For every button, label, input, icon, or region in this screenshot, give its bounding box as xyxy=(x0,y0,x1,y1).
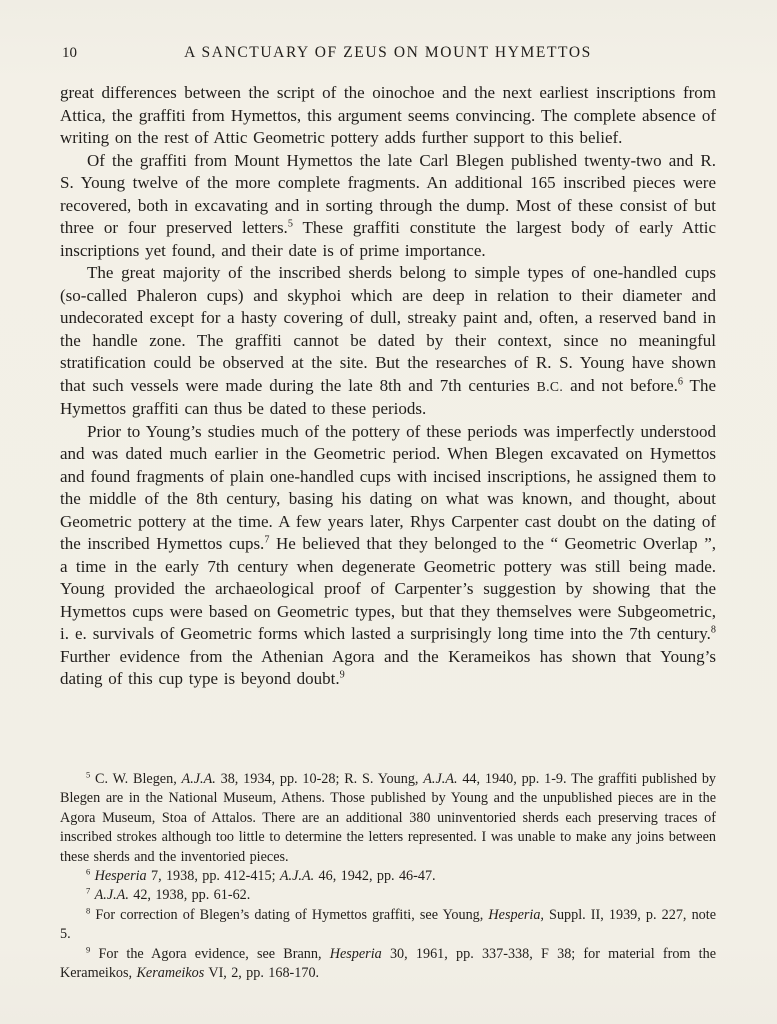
text-run: B.C. xyxy=(536,378,564,394)
text-run: 44, 1940, pp. 1-9. The graffiti published by Blegen are in the National Museum, Athens. Those published by Young and the unpublished pieces are in the Agora Museum, Stoa of Attalos. There are an additional 380 uninventoried sherds each preserving traces of inscribed strokes although too little to determine the letters represented. I was unable to make any joins between these sherds and the inventoried pieces. xyxy=(60,771,717,865)
text-run: Hesperia, xyxy=(488,906,544,923)
text-run: Further evidence from the Athenian Agora and the Kerameikos has shown that Young’s dating of this cup type is beyond doubt. xyxy=(60,646,716,688)
running-head-title: A SANCTUARY OF ZEUS ON MOUNT HYMETTOS xyxy=(184,44,592,61)
footnote-marker: 8 xyxy=(86,905,91,916)
paragraph xyxy=(60,421,716,691)
paragraph xyxy=(60,82,716,150)
text-run: VI, 2, pp. 168-170. xyxy=(204,965,320,982)
page-number: 10 xyxy=(62,45,77,61)
text-run: These graffiti constitute the largest body of early Attic inscriptions yet found, and their date is of prime importance. xyxy=(60,218,716,260)
text-run: For the Agora evidence, see Brann, xyxy=(90,945,330,962)
text-run: A.J.A. xyxy=(94,887,129,904)
footnote-marker: 6 xyxy=(677,375,683,387)
footnote-marker: 5 xyxy=(287,218,293,230)
text-run: 30, 1961, pp. 337-338, F 38; for material from the Kerameikos, xyxy=(60,945,716,982)
text-run: The Hymettos graffiti can thus be dated to these periods. xyxy=(60,375,716,418)
text-run: 42, 1938, pp. 61-62. xyxy=(128,887,251,904)
footnote-marker: 7 xyxy=(86,885,91,896)
footnote-marker: 8 xyxy=(710,624,716,636)
footnote xyxy=(60,906,716,945)
footnote-marker: 9 xyxy=(339,669,345,681)
footnote xyxy=(60,945,716,984)
text-run: A.J.A. xyxy=(423,771,458,787)
footnote-marker: 7 xyxy=(264,534,270,546)
body-text xyxy=(60,82,716,691)
footnote-marker: 6 xyxy=(86,866,91,877)
footnote-marker: 9 xyxy=(86,943,91,954)
page-header xyxy=(60,44,716,66)
footnote xyxy=(60,867,716,886)
text-run: A.J.A. xyxy=(181,771,216,787)
text-run: Hesperia xyxy=(94,868,147,885)
footnote xyxy=(60,770,716,867)
text-run: great differences between the script of the oinochoe and the next earliest inscriptions from Attica, the graffiti from Hymettos, this argument seems convincing. The complete absence of writing on the rest of Attic Geometric pottery adds further support to this belief. xyxy=(60,83,716,147)
paragraph xyxy=(60,262,716,421)
text-run: Prior to Young’s studies much of the pottery of these periods was imperfectly understood and was dated much earlier in the Geometric period. When Blegen excavated on Hymettos and found fragments of plain one-handled cups with incised inscriptions, he assigned them to the middle of the 8th century, basing his dating on what was known, and thought, about Geometric pottery at the time. A few years later, Rhys Carpenter cast doubt on the dating of the inscribed Hymettos cups. xyxy=(60,421,716,553)
footnotes-section xyxy=(60,770,716,983)
text-run: and not before. xyxy=(563,375,678,395)
footnote xyxy=(60,886,716,905)
text-run: Suppl. II, 1939, p. 227, note 5. xyxy=(60,906,716,943)
text-run: Kerameikos xyxy=(136,965,205,982)
text-run: The great majority of the inscribed sherds belong to simple types of one-handled cups (so-called Phaleron cups) and skyphoi which are deep in relation to their diameter and undecorated except for a hasty covering of dull, streaky paint and, often, a reserved band in the handle zone. The graffiti cannot be dated by their context, since no meaningful stratification could be observed at the site. But the researches of R. S. Young have shown that such vessels were made during the late 8th and 7th centuries xyxy=(60,263,716,395)
text-run: Of the graffiti from Mount Hymettos the late Carl Blegen published twenty-two and R. S. Young twelve of the more complete fragments. An additional 165 inscribed pieces were recovered, both in excavating and in sorting through the dump. Most of these consist of but three or four preserved letters. xyxy=(60,150,716,237)
footnote-marker: 5 xyxy=(86,769,91,780)
text-run: Hesperia xyxy=(329,945,382,962)
text-run: 46, 1942, pp. 46-47. xyxy=(314,868,436,885)
text-run: A.J.A. xyxy=(279,868,315,885)
text-run: 7, 1938, pp. 412-415; xyxy=(146,868,280,885)
text-run: He believed that they belonged to the “ Geometric Overlap ”, a time in the early 7th century when degenerate Geometric pottery was still being made. Young provided the archaeological proof of Carpenter’s suggestion by showing that the Hymettos cups were based on Geometric types, but that they themselves were Subgeometric, i. e. survivals of Geometric forms which lasted a surprisingly long time into the 7th century. xyxy=(60,534,716,643)
text-run: 38, 1934, pp. 10-28; R. S. Young, xyxy=(215,771,424,787)
paragraph xyxy=(60,150,716,263)
text-run: C. W. Blegen, xyxy=(90,771,182,787)
text-run: For correction of Blegen’s dating of Hymettos graffiti, see Young, xyxy=(90,906,489,923)
